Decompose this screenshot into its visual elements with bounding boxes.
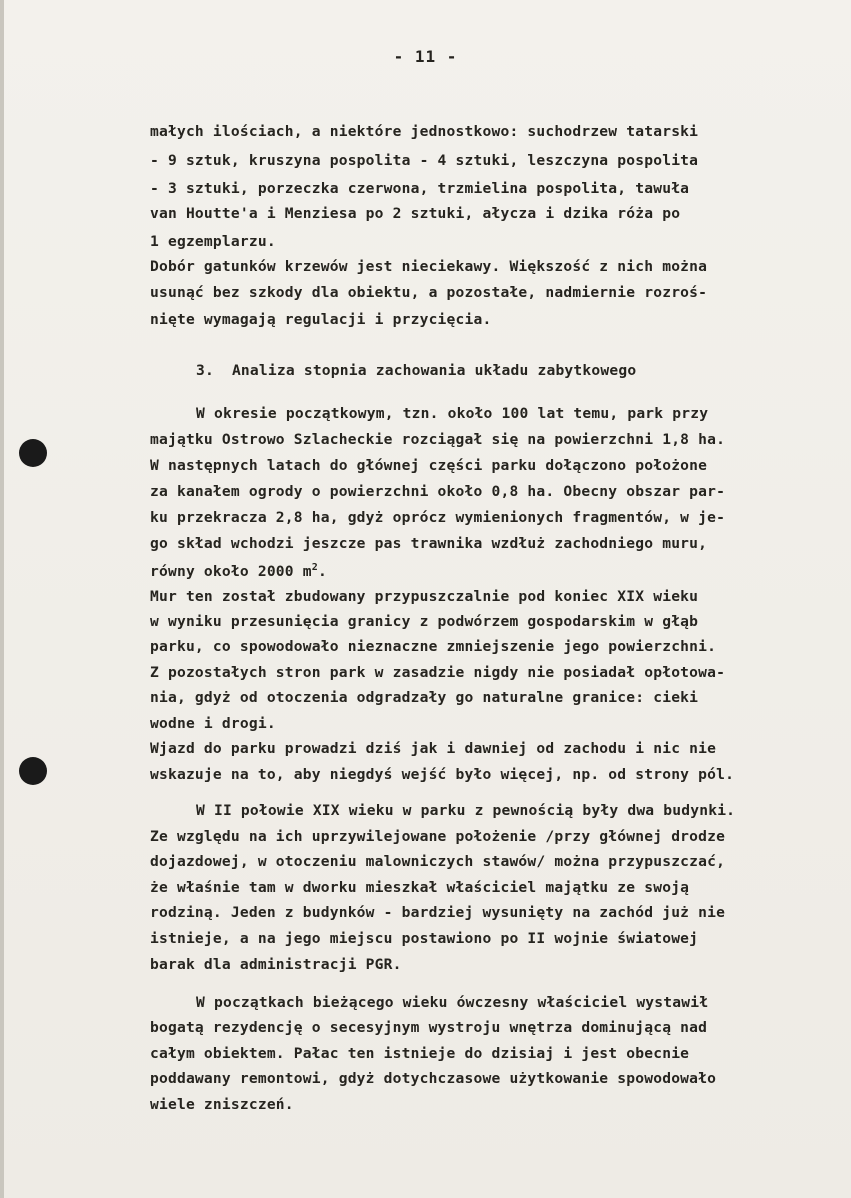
text-line: 1 egzemplarzu. xyxy=(150,233,276,250)
text-line: całym obiektem. Pałac ten istnieje do dzisiaj i jest obecnie xyxy=(150,1045,690,1062)
text-line: poddawany remontowi, gdyż dotychczasowe użytkowanie spowodowało xyxy=(150,1070,717,1087)
text-line: za kanałem ogrody o powierzchni około 0,8 ha. Obecny obszar par- xyxy=(150,483,726,500)
area-period: . xyxy=(318,562,327,580)
text-line: małych ilościach, a niektóre jednostkowo: suchodrzew tatarski xyxy=(150,123,699,140)
text-line: nięte wymagają regulacji i przycięcia. xyxy=(150,311,492,328)
text-line: Wjazd do parku prowadzi dziś jak i dawniej od zachodu i nic nie xyxy=(150,740,717,757)
text-line: W II połowie XIX wieku w parku z pewnością były dwa budynki. xyxy=(196,802,736,819)
text-line: van Houtte'a i Menziesa po 2 sztuki, ałycza i dzika róża po xyxy=(150,205,681,222)
text-line: Dobór gatunków krzewów jest nieciekawy. Większość z nich można xyxy=(150,258,708,275)
text-line: istnieje, a na jego miejscu postawiono po II wojnie światowej xyxy=(150,930,699,947)
text-line: W początkach bieżącego wieku ówczesny właściciel wystawił xyxy=(196,994,709,1011)
text-line: parku, co spowodowało nieznaczne zmniejszenie jego powierzchni. xyxy=(150,638,717,655)
text-line: że właśnie tam w dworku mieszkał właściciel majątku ze swoją xyxy=(150,879,690,896)
text-line: dojazdowej, w otoczeniu malowniczych stawów/ można przypuszczać, xyxy=(150,853,726,870)
superscript: 2 xyxy=(311,562,318,573)
text-line-area xyxy=(150,562,327,580)
text-line: W okresie początkowym, tzn. około 100 lat temu, park przy xyxy=(196,405,709,422)
section-heading: 3. Analiza stopnia zachowania układu zabytkowego xyxy=(196,362,637,379)
text-line: - 3 sztuki, porzeczka czerwona, trzmielina pospolita, tawuła xyxy=(150,180,690,197)
text-line: Z pozostałych stron park w zasadzie nigdy nie posiadał opłotowa- xyxy=(150,664,726,681)
text-line: majątku Ostrowo Szlacheckie rozciągał się na powierzchni 1,8 ha. xyxy=(150,431,726,448)
page-number: - 11 - xyxy=(393,47,458,66)
text-line: w wyniku przesunięcia granicy z podwórzem gospodarskim w głąb xyxy=(150,613,699,630)
text-line: wodne i drogi. xyxy=(150,715,276,732)
text-line: bogatą rezydencję o secesyjnym wystroju wnętrza dominującą nad xyxy=(150,1019,708,1036)
text-line: ku przekracza 2,8 ha, gdyż oprócz wymienionych fragmentów, w je- xyxy=(150,509,726,526)
area-value: równy około 2000 m xyxy=(150,562,312,580)
punch-hole-top xyxy=(19,439,47,467)
text-line: - 9 sztuk, kruszyna pospolita - 4 sztuki, leszczyna pospolita xyxy=(150,152,699,169)
page-left-edge xyxy=(0,0,4,1198)
punch-hole-bottom xyxy=(19,757,47,785)
text-line: go skład wchodzi jeszcze pas trawnika wzdłuż zachodniego muru, xyxy=(150,535,708,552)
text-line: Mur ten został zbudowany przypuszczalnie pod koniec XIX wieku xyxy=(150,588,699,605)
text-line: wskazuje na to, aby niegdyś wejść było więcej, np. od strony pól. xyxy=(150,766,735,783)
text-line: W następnych latach do głównej części parku dołączono położone xyxy=(150,457,708,474)
text-line: Ze względu na ich uprzywilejowane położenie /przy głównej drodze xyxy=(150,828,726,845)
text-line: nia, gdyż od otoczenia odgradzały go naturalne granice: cieki xyxy=(150,689,699,706)
text-line: rodziną. Jeden z budynków - bardziej wysunięty na zachód już nie xyxy=(150,904,726,921)
text-line: wiele zniszczeń. xyxy=(150,1096,294,1113)
text-line: usunąć bez szkody dla obiektu, a pozostałe, nadmiernie rozroś- xyxy=(150,284,708,301)
text-line: barak dla administracji PGR. xyxy=(150,956,402,973)
